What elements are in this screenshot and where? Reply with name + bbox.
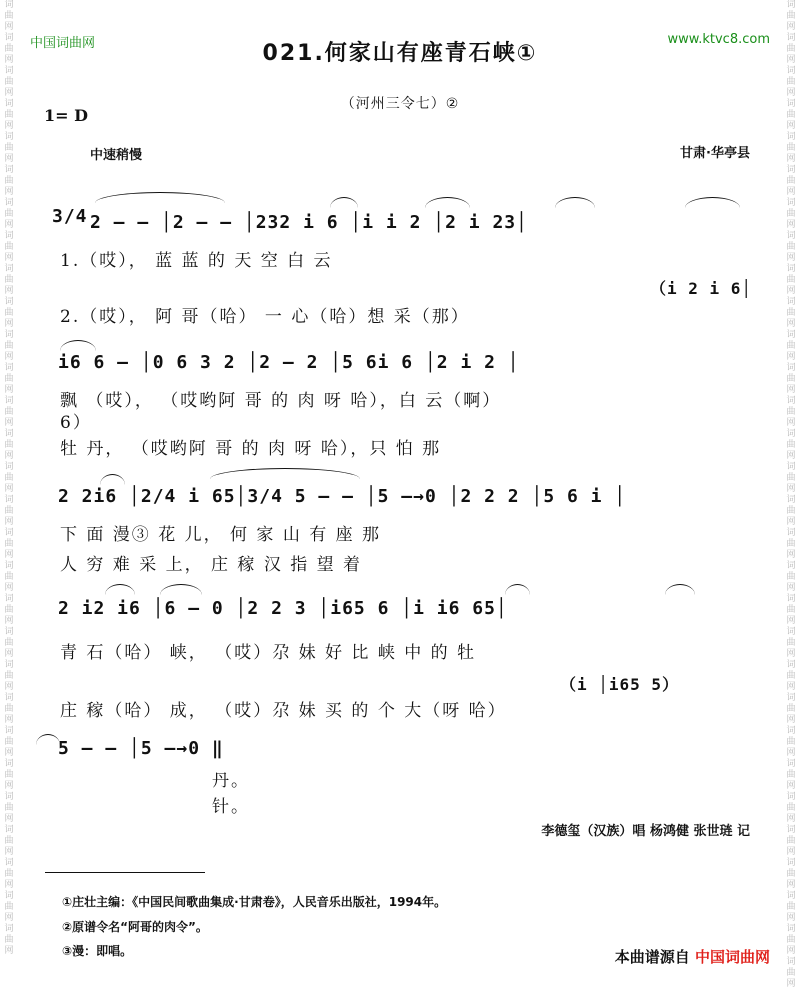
slur [555, 197, 595, 208]
aux-note: 6） [60, 413, 92, 433]
footnote-2: ②原谱令名“阿哥的肉令”。 [62, 920, 208, 934]
song-subtitle: （河州三令七）② [340, 96, 460, 112]
watermark-left: 词 曲 网 词 曲 网 词 曲 网 词 曲 网 词 曲 网 词 曲 网 词 曲 网 词 曲 网 词 曲 网 词 曲 网 词 曲 网 词 曲 网 词 曲 网 词 曲 网 词 曲 网 词 曲 网 词 曲 网 词 曲 网 词 曲 网 词 曲 网 词 曲 网 词 曲 网 词 曲 网 词 曲 网 词 曲 网 词 曲 网 词 曲 网 词 曲 网 词 曲 网 [4, 0, 14, 956]
lyric-line-3-verse-1: 下 面 漫③ 花 儿， 何 家 山 有 座 那 [60, 525, 382, 545]
source-attribution [615, 946, 770, 967]
alt-notation-line-1: （i 2 i 6│ [650, 279, 753, 298]
tempo-marking: 中速稍慢 [90, 148, 143, 163]
key-signature: 1= D [44, 106, 88, 125]
notation-line-4: 2 i2 i6 │6 — 0 │2 2 3 │i65 6 │i i6 65│ [58, 598, 508, 619]
notation-line-2: i6 6 — │0 6 3 2 │2 — 2 │5 6i 6 │2 i 2 │ [58, 352, 520, 373]
watermark-right: 词 曲 网 词 曲 网 词 曲 网 词 曲 网 词 曲 网 词 曲 网 词 曲 网 词 曲 网 词 曲 网 词 曲 网 词 曲 网 词 曲 网 词 曲 网 词 曲 网 词 曲 网 词 曲 网 词 曲 网 词 曲 网 词 曲 网 词 曲 网 词 曲 网 词 曲 网 词 曲 网 词 曲 网 词 曲 网 词 曲 网 词 曲 网 词 曲 网 词 曲 网 词 曲 网 [786, 0, 796, 989]
slur [100, 474, 125, 485]
slur [210, 468, 360, 479]
lyric-line-5-verse-1: 丹。 [212, 771, 250, 791]
lyric-line-4-verse-2: 庄 稼（哈） 成， （哎）尕 妹 买 的 个 大（呀 哈） [60, 701, 507, 721]
lyric-line-4-verse-1: 青 石（哈） 峡， （哎）尕 妹 好 比 峡 中 的 牡 [60, 643, 477, 663]
slur [105, 584, 135, 595]
footnote-1: ①庄壮主编：《中国民间歌曲集成·甘肃卷》，人民音乐出版社，1994年。 [62, 895, 447, 909]
source-site-link[interactable]: 中国词曲网 [694, 948, 770, 966]
time-signature: 3/4 [52, 206, 88, 227]
slur [36, 734, 60, 745]
alt-notation-line-4: （i │i65 5） [560, 675, 680, 694]
site-name-left[interactable]: 中国词曲网 [30, 36, 96, 51]
slur [330, 197, 358, 208]
slur [95, 192, 225, 203]
lyric-line-5-verse-2: 针。 [212, 797, 250, 817]
song-title: 021.何家山有座青石峡① [262, 41, 538, 66]
notation-line-1: 2 — — │2 — — │232 i 6 │i i 2 │2 i 23│ [90, 212, 528, 233]
slur [685, 197, 740, 208]
source-prefix: 本曲谱源自 [614, 948, 690, 966]
slur [160, 584, 202, 595]
region-label: 甘肃·华亭县 [680, 146, 750, 161]
footnote-divider [45, 872, 205, 873]
notation-line-3: 2 2i6 │2/4 i 65│3/4 5 — — │5 —→0 │2 2 2 │5 6 i │ [58, 486, 627, 507]
credit-line: 李德玺（汉族）唱 杨鸿健 张世琏 记 [541, 824, 750, 839]
lyric-line-2-verse-1: 飘 （哎）， （哎哟阿 哥 的 肉 呀 哈），白 云（啊） [60, 391, 502, 411]
slur [425, 197, 470, 208]
lyric-line-1-verse-1: 1.（哎）， 蓝 蓝 的 天 空 白 云 [60, 251, 333, 271]
notation-line-5: 5 — — │5 —→0 ‖ [58, 738, 224, 759]
lyric-line-2-verse-2: 牡 丹， （哎哟阿 哥 的 肉 呀 哈），只 怕 那 [60, 439, 442, 459]
site-url-right[interactable]: www.ktvc8.com [667, 32, 770, 47]
slur [60, 340, 96, 351]
slur [505, 584, 530, 595]
lyric-line-3-verse-2: 人 穷 难 采 上， 庄 稼 汉 指 望 着 [60, 555, 363, 575]
slur [665, 584, 695, 595]
lyric-line-1-verse-2: 2.（哎）， 阿 哥（哈） 一 心（哈）想 采（那） [60, 307, 470, 327]
footnote-3: ③漫：即唱。 [62, 944, 133, 958]
